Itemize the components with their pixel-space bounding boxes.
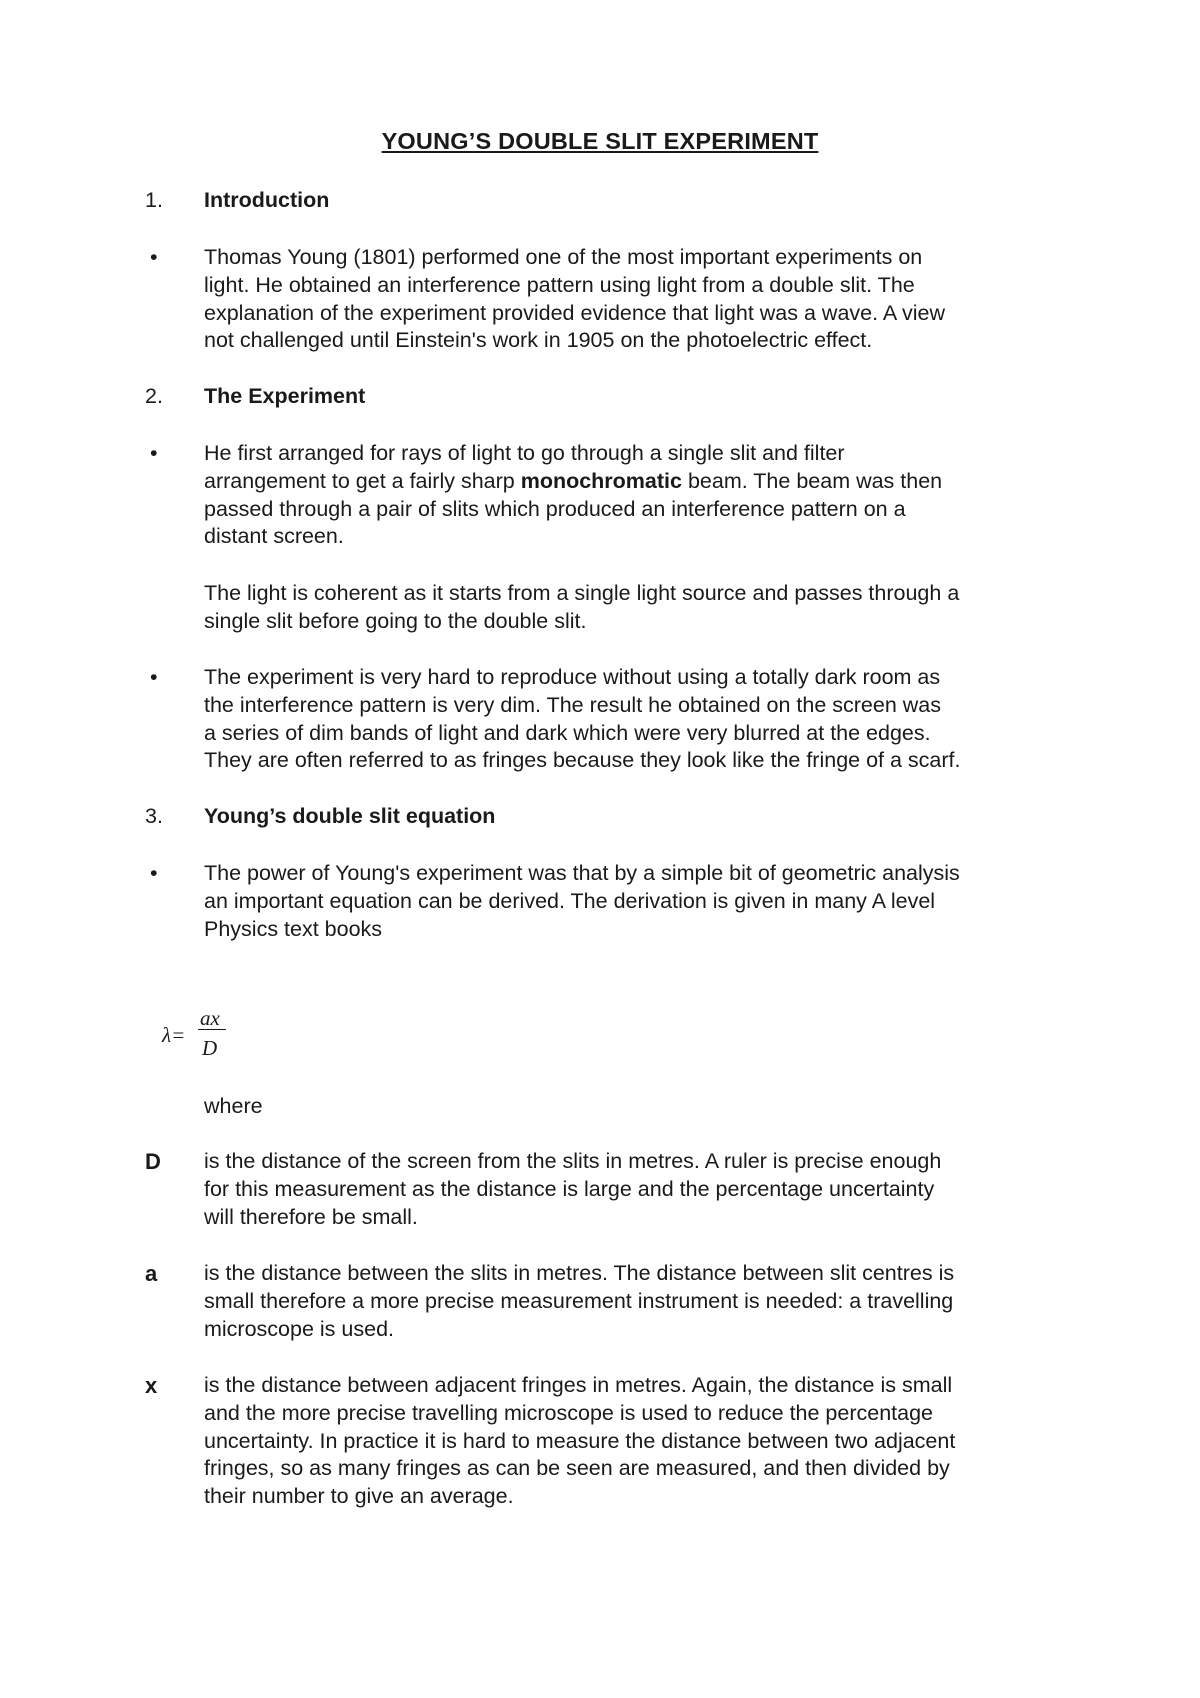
text-line: light. He obtained an interference pattern using light from a double slit. The (204, 272, 915, 297)
text-line: and the more precise travelling microscope is used to reduce the percentage (204, 1400, 934, 1425)
intro-paragraph (204, 244, 1084, 355)
text-fragment: beam. The beam was then (681, 468, 943, 493)
experiment-paragraph-1 (204, 440, 1084, 551)
text-line: is the distance between the slits in metres. The distance between slit centres is (204, 1261, 955, 1285)
text-line: for this measurement as the distance is large and the percentage uncertainty (204, 1176, 935, 1201)
text-line: their number to give an average. (204, 1484, 514, 1509)
text-line: the interference pattern is very dim. The result he obtained on the screen was (204, 692, 941, 717)
bullet-glyph: • (150, 665, 158, 689)
text-line: The light is coherent as it starts from a single light source and passes through a (204, 581, 960, 605)
text-line: explanation of the experiment provided evidence that light was a wave. A view (204, 300, 946, 325)
text-line: an important equation can be derived. The derivation is given in many A level (204, 888, 936, 913)
text-line: is the distance between adjacent fringes in metres. Again, the distance is small (204, 1373, 953, 1397)
text-line: fringes, so as many fringes as can be seen are measured, and then divided by (204, 1456, 950, 1481)
definition-x (204, 1372, 1084, 1511)
text-line: microscope is used. (204, 1316, 394, 1341)
section-number: 1. (145, 188, 163, 212)
experiment-paragraph-2 (204, 664, 1084, 775)
text-line (204, 468, 1084, 496)
equation-paragraph (204, 860, 1084, 943)
text-fragment: arrangement to get a fairly sharp (204, 468, 521, 493)
section-heading-experiment: The Experiment (204, 384, 366, 408)
text-line: a series of dim bands of light and dark which were very blurred at the edges. (204, 720, 931, 745)
where-label: where (204, 1094, 263, 1118)
text-line: uncertainty. In practice it is hard to measure the distance between two adjacent (204, 1428, 956, 1453)
formula-lhs: λ= (162, 1023, 186, 1047)
section-heading-equation: Young’s double slit equation (204, 804, 496, 828)
text-line: passed through a pair of slits which produced an interference pattern on a (204, 496, 906, 521)
bullet-glyph: • (150, 245, 158, 269)
section-number: 3. (145, 804, 163, 828)
section-number: 2. (145, 384, 163, 408)
definition-symbol-D: D (145, 1149, 161, 1174)
text-line: They are often referred to as fringes because they look like the fringe of a scarf. (204, 748, 961, 773)
text-line: The power of Young's experiment was that by a simple bit of geometric analysis (204, 861, 960, 885)
fraction-bar (198, 1029, 226, 1030)
text-line: He first arranged for rays of light to go through a single slit and filter (204, 441, 845, 465)
text-line: is the distance of the screen from the slits in metres. A ruler is precise enough (204, 1149, 942, 1173)
coherence-paragraph (204, 580, 1084, 636)
text-line: Physics text books (204, 916, 383, 941)
text-line: small therefore a more precise measurement instrument is needed: a travelling (204, 1288, 954, 1313)
text-line: The experiment is very hard to reproduce without using a totally dark room as (204, 665, 941, 689)
formula-denominator: D (202, 1036, 218, 1060)
section-heading-introduction: Introduction (204, 188, 330, 212)
definition-symbol-a: a (145, 1261, 158, 1286)
page-title: YOUNG’S DOUBLE SLIT EXPERIMENT (381, 128, 819, 154)
definition-symbol-x: x (145, 1373, 158, 1398)
text-line: distant screen. (204, 524, 344, 549)
definition-a (204, 1260, 1084, 1343)
bullet-glyph: • (150, 441, 158, 465)
definition-D (204, 1148, 1084, 1231)
text-line: not challenged until Einstein's work in 1905 on the photoelectric effect. (204, 328, 873, 353)
formula-numerator: ax (200, 1006, 220, 1030)
bullet-glyph: • (150, 861, 158, 885)
text-line: single slit before going to the double slit. (204, 608, 587, 633)
text-line: will therefore be small. (204, 1204, 418, 1229)
emphasis-monochromatic: monochromatic (520, 468, 682, 493)
text-line: Thomas Young (1801) performed one of the most important experiments on (204, 245, 923, 269)
